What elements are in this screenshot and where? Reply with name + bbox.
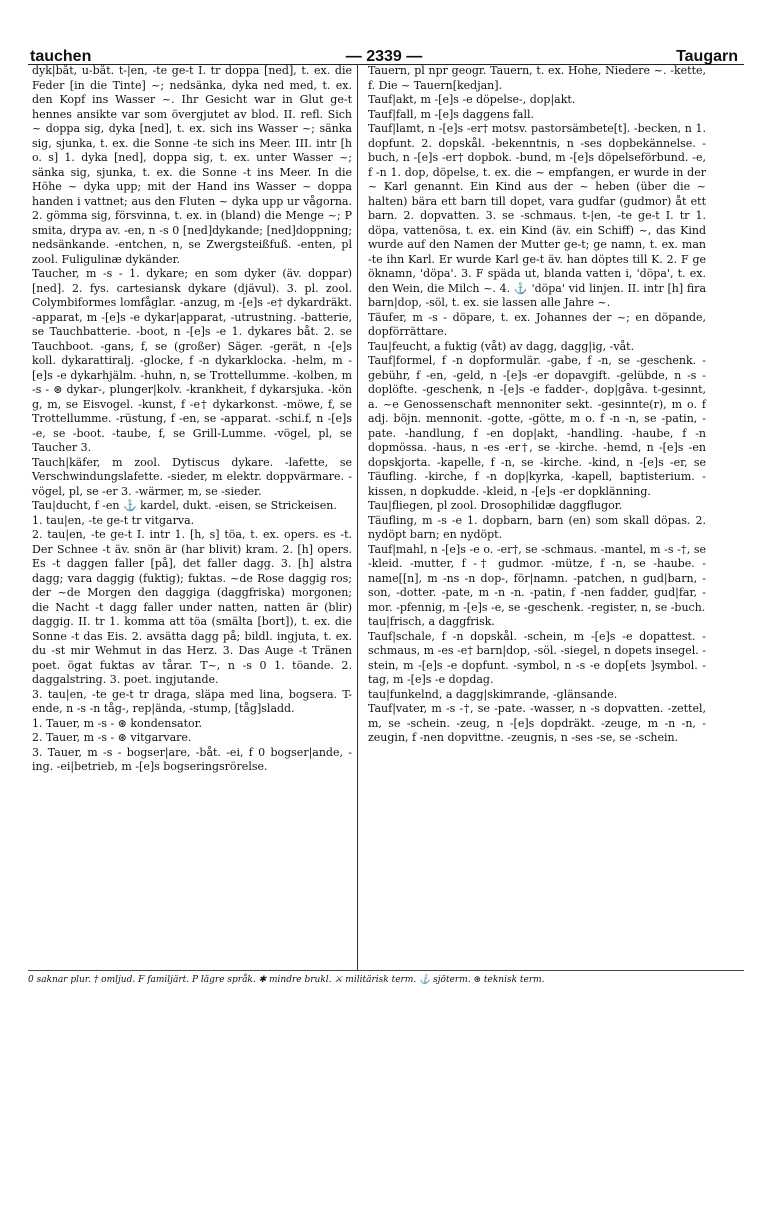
entry: 2. tau|en, -te ge-t I. intr 1. [h, s] töa, t. ex. opers. es -t. Der Schnee -t äv. snön är (har blivit) kram. 2. [h] opers. Es -t daggen faller [på], det faller dagg. 3. [h] alstra dagg; vara daggig (fuktig); fuktas. ~de Rose daggig ros; der ~de Morgen den daggiga (daggfriska) morgonen; die Nacht -t dagg faller under natten, natten är (blir) daggig. II. tr 1. komma att töa (smälta [bort]), t. ex. die Sonne -t das Eis. 2. avsätta dagg på; bildl. ingjuta, t. ex. du -st mir Wehmut in das Herz. 3. Das Auge -t Tränen poet. ögat fuktas av tårar. T~, n -s 0 1. töande. 2. daggalstring. 3. poet. ingjutande.: [32, 528, 352, 686]
entry: Tauch|käfer, m zool. Dytiscus dykare. -lafette, se Verschwindungslafette. -sieder, m elektr. doppvärmare. -vögel, pl, se -er 3. -wärmer, m, se -sieder.: [32, 455, 352, 498]
entry: 2. Tauer, m -s - ⊛ vitgarvare.: [32, 731, 192, 744]
column-divider: [357, 64, 358, 970]
entry: 1. tau|en, -te ge-t tr vitgarva.: [32, 513, 195, 527]
entry: Tauf|lamt, n -[e]s -er† motsv. pastorsämbete[t]. -becken, n 1. dopfunt. 2. dopskål. -bekenntnis, n -ses dopbekännelse. -buch, n -[e]s -er† dopbok. -bund, m -[e]s döpelseförbund. -e, f -n 1. dop, döpelse, t. ex. die ~ empfangen, er wurde in der ~ Karl genannt. Ein Kind aus der ~ heben (über die ~ halten) bära ett barn till dopet, vara gudfar (gudmor) åt ett barn. 2. dopvatten. 3. se -schmaus. t-|en, -te ge-t I. tr 1. döpa, vattenösa, t. ex. ein Kind (äv. ein Schiff) ~, das Kind wurde auf den Namen der Mutter ge-t; ge namn, t. ex. man -te ihn Karl. Er wurde Karl ge-t äv. han döptes till K. 2. F ge öknamn, 'döpa'. 3. F späda ut, blanda vatten i, 'döpa', t. ex. den Wein, die Milch ~. 4. ⚓ 'döpa' vid linjen. II. intr [h] fira barn|dop, -söl, t. ex. sie lassen alle Jahre ~.: [368, 122, 706, 309]
entry: tau|funkelnd, a dagg|skimrande, -glänsande.: [368, 687, 618, 701]
entry: Tauf|akt, m -[e]s -e döpelse-, dop|akt.: [368, 93, 576, 106]
entry: 3. tau|en, -te ge-t tr draga, släpa med lina, bogsera. T-ende, n -s -n tåg-, rep|ända, -stump, [tåg]sladd.: [32, 687, 352, 715]
entry: Tau|ducht, f -en ⚓ kardel, dukt. -eisen, se Strickeisen.: [32, 499, 337, 512]
left-column: [32, 64, 352, 775]
entry: Täufling, m -s -e 1. dopbarn, barn (en) som skall döpas. 2. nydöpt barn; en nydöpt.: [368, 513, 706, 541]
entry: Tau|fliegen, pl zool. Drosophilidæ daggflugor.: [368, 499, 623, 512]
entry: Tauf|vater, m -s -†, se -pate. -wasser, n -s dopvatten. -zettel, m, se -schein. -zeug, n -[e]s dopdräkt. -zeuge, m -n -n, -zeugin, f -nen dopvittne. -zeugnis, n -ses -se, se -schein.: [368, 702, 706, 744]
entry: 1. Tauer, m -s - ⊛ kondensator.: [32, 716, 203, 730]
entry: Täufer, m -s - döpare, t. ex. Johannes der ~; en döpande, dopförrättare.: [368, 310, 706, 338]
entry: Taucher, m -s - 1. dykare; en som dyker (äv. doppar) [ned]. 2. fys. cartesiansk dykare (djävul). 3. pl. zool. Colymbiformes lomfåglar. -anzug, m -[e]s -e† dykardräkt. -apparat, m -[e]s -e dykar|apparat, -utrustning. -batterie, se Tauchbatterie. -boot, n -[e]s -e 1. dykares båt. 2. se Tauchboot. -gans, f, se (großer) Säger. -gerät, n -[e]s koll. dykarattiralj. -glocke, f -n dykarklocka. -helm, m -[e]s -e dykarhjälm. -huhn, n, se Trottellumme. -kolben, m -s - ⊛ dykar-, plunger|kolv. -krankheit, f dykarsjuka. -kön g, m, se Eisvogel. -kunst, f -e† dykarkonst. -möwe, f, se Trottellumme. -rüstung, f -en, se -apparat. -schi.f, n -[e]s -e, se -boot. -taube, f, se Grill-Lumme. -vögel, pl, se Taucher 3.: [32, 267, 352, 454]
entry: Tau|feucht, a fuktig (våt) av dagg, dagg|ig, -våt.: [368, 339, 635, 353]
entry: dyk|båt, u-båt. t-|en, -te ge-t I. tr doppa [ned], t. ex. die Feder [in die Tinte] ~; nedsänka, dyka ned med, t. ex. den Kopf ins Wasser ~. Ihr Gesicht war in Glut ge-t hennes ansikte var som övergjutet av blod. II. refl. Sich ~ doppa sig, dyka [ned], t. ex. sich ins Wasser ~; sänka sig, sjunka, t. ex. die Sonne -te sich ins Meer. III. intr [h o. s] 1. dyka [ned], doppa sig, t. ex. unter Wasser ~; sänka sig, sjunka, t. ex. die Sonne -t ins Meer. In die Höhe ~ dyka upp; mit der Hand ins Wasser ~ doppa handen i vattnet; aus den Fluten ~ dyka upp ur vågorna. 2. gömma sig, försvinna, t. ex. in (bland) die Menge ~; P smita, drypa av. -en, n -s 0 [ned]dykande; [ned]doppning; nedsänkande. -entchen, n, se Zwergsteißfuß. -enten, pl zool. Fuligulinæ dykänder.: [32, 64, 352, 266]
entry: 3. Tauer, m -s - bogser|are, -båt. -ei, f 0 bogser|ande, -ing. -ei|betrieb, m -[e]s bogseringsrörelse.: [32, 745, 352, 773]
header-left-guide-word: tauchen: [30, 48, 92, 65]
entry: Tauern, pl npr geogr. Tauern, t. ex. Hohe, Niedere ~. -kette, f. Die ~ Tauern[kedjan].: [368, 64, 706, 92]
entry: Tauf|mahl, n -[e]s -e o. -er†, se -schmaus. -mantel, m -s -†, se -kleid. -mutter, f -† gudmor. -mütze, f -n, se -haube. -name[[n], m -ns -n dop-, för|namn. -patchen, n gud|barn, -son, -dotter. -pate, m -n -n. -patin, f -nen fadder, gud|far, -mor. -pfennig, m -[e]s -e, se -geschenk. -register, n, se -buch.: [368, 542, 706, 614]
entry: Tauf|formel, f -n dopformulär. -gabe, f -n, se -geschenk. -gebühr, f -en, -geld, n -[e]s -er dopavgift. -gelübde, n -s - doplöfte. -geschenk, n -[e]s -e fadder-, dop|gåva. t-gesinnt, a. ~e Genossenschaft mennoniter sekt. -gesinnte(r), m o. f adj. böjn. mennonit. -gotte, -götte, m o. f -n -n, se -patin, -pate. -handlung, f -en dop|akt, -handling. -haube, f -n dopmössa. -haus, n -es -er†, se -kirche. -hemd, n -[e]s -en dopskjorta. -kapelle, f -n, se -kirche. -kind, n -[e]s -er, se Täufling. -kirche, f -n dop|kyrka, -kapell, baptisterium. -kissen, n dopkudde. -kleid, n -[e]s -er dopklänning.: [368, 354, 706, 498]
page-number: — 2339 —: [345, 48, 423, 65]
header-right-guide-word: Taugarn: [676, 48, 738, 65]
entry: Tauf|fall, m -[e]s daggens fall.: [368, 107, 535, 121]
abbreviation-legend: 0 saknar plur. † omljud. F familjärt. P lägre språk. ✱ mindre brukl. ⚔ militärisk term. ⚓ sjöterm. ⊛ teknisk term.: [28, 970, 744, 985]
entry: tau|frisch, a daggfrisk.: [368, 615, 495, 628]
right-column: [368, 64, 706, 746]
entry: Tauf|schale, f -n dopskål. -schein, m -[e]s -e dopattest. -schmaus, m -es -e† barn|dop, -söl. -siegel, n dopets insegel. -stein, m -[e]s -e dopfunt. -symbol, n -s -e dop[ets ]symbol. -tag, m -[e]s -e dopdag.: [368, 629, 706, 686]
